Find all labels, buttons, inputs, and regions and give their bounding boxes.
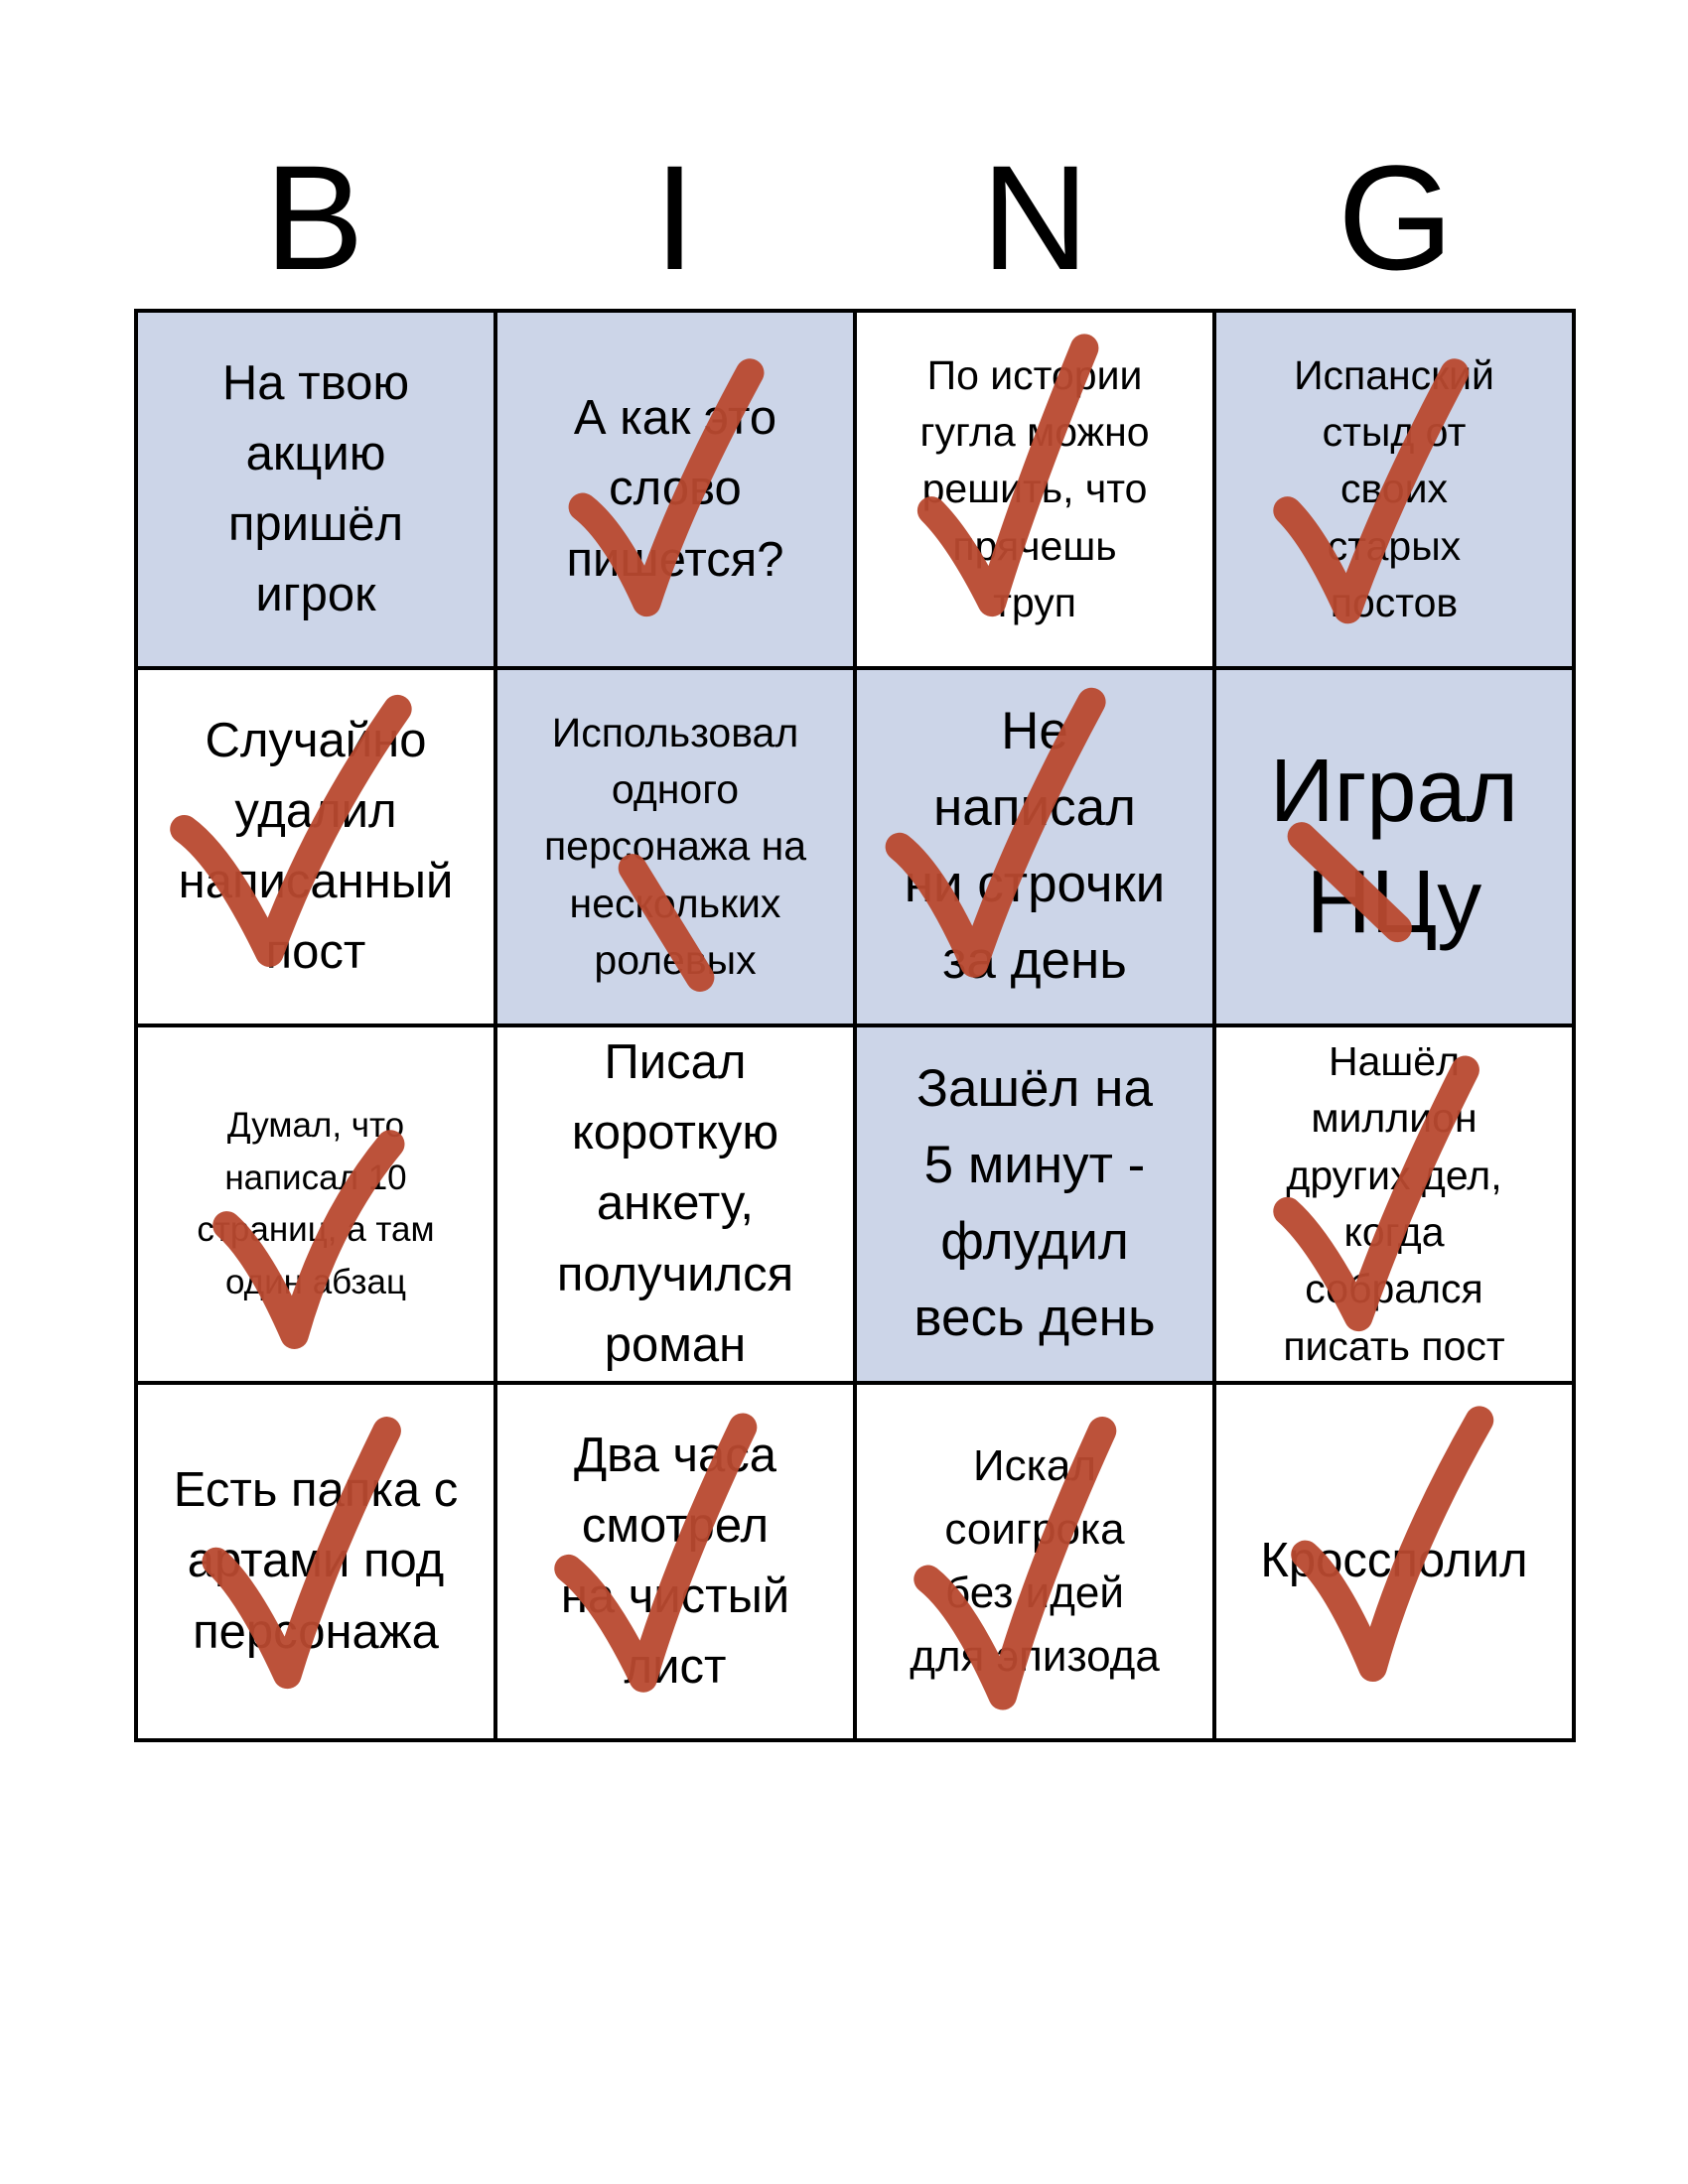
bingo-cell[interactable] [1216, 313, 1572, 666]
bingo-cell[interactable] [1216, 1027, 1572, 1381]
bingo-cell[interactable] [138, 1027, 493, 1381]
bingo-cell[interactable] [497, 670, 853, 1024]
title-letter-i: I [653, 134, 696, 301]
title-letter-g: G [1337, 134, 1454, 301]
bingo-cell[interactable] [497, 1385, 853, 1738]
cell-text: Есть папка с артами под персонажа [173, 1463, 459, 1659]
cell-text: Искал соигрока без идей для эпизода [910, 1441, 1160, 1681]
bingo-cell[interactable] [857, 313, 1212, 666]
cell-text: Думал, что написал 10 страниц, а там один абзац [197, 1106, 435, 1301]
bingo-cell[interactable] [857, 1385, 1212, 1738]
bingo-cell[interactable] [497, 313, 853, 666]
cell-text: Играл НЦу [1269, 741, 1519, 952]
bingo-cell[interactable] [857, 1027, 1212, 1381]
cell-text: Использовал одного персонажа на нескольких ролевых [543, 709, 807, 984]
bingo-cell[interactable] [138, 1385, 493, 1738]
cell-text: Не написал ни строчки за день [904, 702, 1166, 990]
bingo-cell[interactable] [138, 313, 493, 666]
cell-text: Кроссполил [1260, 1534, 1528, 1588]
cell-text: Испанский стыд от своих старых постов [1294, 351, 1494, 626]
cell-text: Случайно удалил написанный пост [178, 713, 454, 980]
bingo-title [134, 134, 1576, 301]
cell-text: Зашёл на 5 минут - флудил весь день [914, 1059, 1156, 1347]
bingo-cell[interactable] [138, 670, 493, 1024]
cell-text: Два часа смотрел на чистый лист [560, 1428, 790, 1695]
title-letter-b: B [264, 134, 364, 301]
cell-text: А как это слово пишется? [566, 391, 784, 587]
cell-text: На твою акцию пришёл игрок [221, 355, 410, 622]
bingo-cell[interactable] [857, 670, 1212, 1024]
title-letter-n: N [981, 134, 1089, 301]
bingo-cell[interactable] [1216, 1385, 1572, 1738]
bingo-cell[interactable] [1216, 670, 1572, 1024]
bingo-grid [134, 309, 1576, 1742]
cell-text: Писал короткую анкету, получился роман [556, 1035, 794, 1372]
bingo-cell[interactable] [497, 1027, 853, 1381]
cell-text: Нашёл миллион других дел, когда собрался писать пост [1283, 1037, 1505, 1369]
cell-text: По истории гугла можно решить, что прячешь труп [919, 351, 1150, 626]
